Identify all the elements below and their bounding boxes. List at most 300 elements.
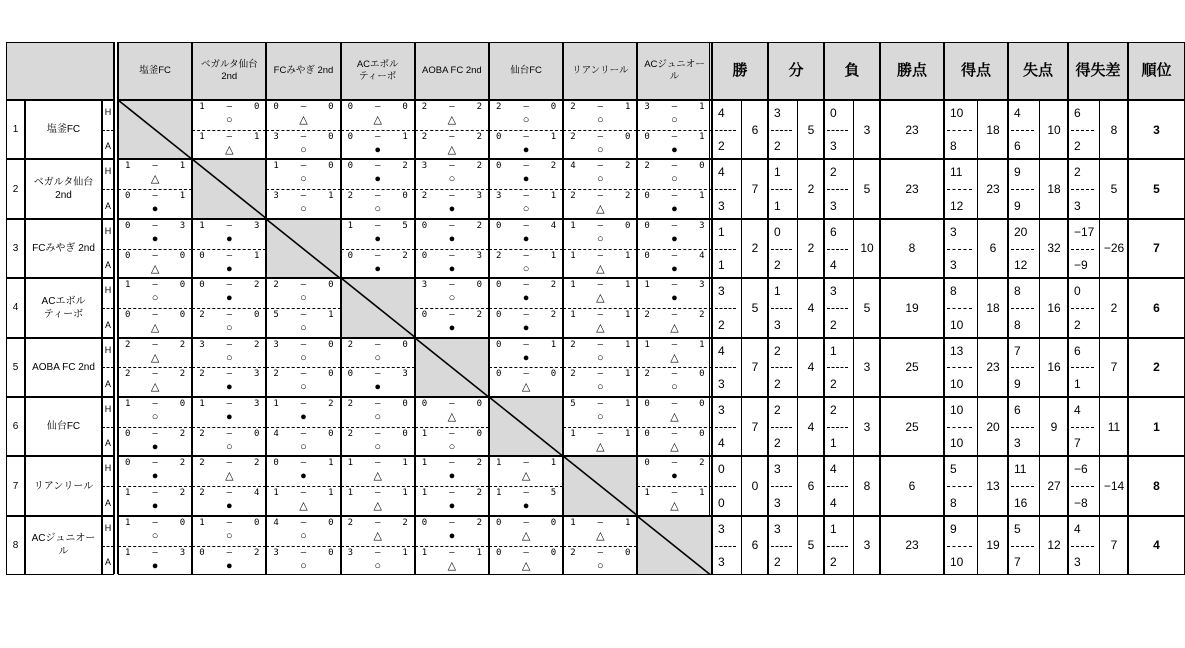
stat-away-value: 3 [1074,555,1081,570]
result-divider [489,189,563,190]
result-divider [192,249,266,250]
stat-total-value: 11 [1107,419,1121,434]
stat-total-value: 13 [986,479,1000,494]
diagonal-cell [637,516,711,575]
match-result-symbol: ○ [300,143,307,156]
match-score: 0 — 1 [125,191,186,202]
result-divider [489,367,563,368]
stat-home-value: 0 [1074,284,1081,299]
match-score: 0 — 3 [421,250,482,261]
result-divider [415,486,489,487]
stat-divider [947,130,972,131]
match-result-symbol: ● [522,500,530,513]
stat-total-value: 7 [751,182,759,197]
diagonal-line [118,100,192,159]
match-result-symbol: ○ [151,292,159,305]
match-result-symbol: △ [225,470,234,483]
match-score: 0 — 0 [347,102,408,112]
stat-home-value: 2 [774,343,781,358]
match-score: 1 — 2 [273,399,334,409]
row-number: 1 [6,100,25,159]
column-header-team: AOBA FC 2nd [415,42,489,100]
stat-home-value: 5 [1014,521,1021,536]
stat-away-value: 2 [830,317,837,332]
stat-home-value: 3 [774,462,781,477]
result-divider [341,130,415,131]
stat-divider [1071,189,1094,190]
ha-label-h: H [104,522,112,533]
stat-home-value: 11 [1014,462,1027,477]
match-result-symbol: ● [522,321,530,334]
result-divider [489,308,563,309]
match-result-symbol: △ [373,500,382,513]
stat-total-value: 18 [986,300,1000,315]
stat-total-value: 5 [1110,182,1118,197]
stat-total-value: 6 [989,241,997,256]
row-number: 4 [6,278,25,337]
match-score: 0 — 2 [644,458,705,469]
match-score: 2 — 3 [199,369,260,380]
match-result-symbol: ○ [448,292,456,305]
stat-home-value: 9 [1014,165,1021,180]
stat-home-value: 5 [950,462,957,477]
match-result-symbol: ● [671,232,678,245]
match-result-symbol: △ [447,559,457,572]
match-score: 1 — 5 [347,220,408,231]
match-result-symbol: ○ [300,440,307,453]
match-result-symbol: △ [447,143,457,156]
stat-total-value: 3 [863,538,871,553]
match-result-symbol: ● [448,262,456,275]
stat-divider [827,249,848,250]
points-value: 19 [905,300,919,315]
match-score: 1 — 0 [421,428,482,439]
stat-away-value: 3 [830,139,837,154]
row-number: 3 [6,219,25,278]
stat-home-value: 2 [774,403,781,417]
match-score: 2 — 0 [347,191,408,202]
match-result-symbol: △ [299,500,308,513]
stat-total-value: 5 [751,300,759,315]
points-value: 25 [905,419,919,434]
result-divider [563,249,637,250]
match-result-symbol: △ [670,321,679,334]
match-score: 3 — 2 [421,161,482,172]
ha-label-h: H [104,463,112,474]
result-divider [118,249,192,250]
row-team-name: 塩釜FC [25,100,102,159]
stat-home-value: 11 [950,165,963,180]
column-header-team: 塩釜FC [118,42,192,100]
stat-total-value: 32 [1047,241,1061,256]
match-result-symbol: ○ [300,351,307,364]
match-result-symbol: ○ [374,440,382,453]
row-team-name: AOBA FC 2nd [25,338,102,397]
result-divider [118,546,192,547]
stat-divider [771,130,792,131]
match-result-symbol: △ [670,440,679,453]
match-score: 0 — 2 [496,280,557,291]
column-header-team: リアンリール [563,42,637,100]
stat-away-value: 10 [950,317,964,332]
stat-total-value: 6 [751,538,759,553]
result-divider [341,427,415,428]
match-result-symbol: △ [373,470,382,483]
result-divider [192,130,266,131]
stat-divider [827,130,848,131]
stat-total-value: 7 [1110,538,1118,553]
points-value: 23 [905,182,919,197]
match-score: 4 — 0 [273,517,334,528]
result-divider [563,308,637,309]
stat-home-value: 6 [1074,106,1081,120]
ha-divider [102,486,114,487]
stat-home-value: 4 [1074,403,1081,417]
diagonal-line [563,456,637,515]
result-divider [489,546,563,547]
stat-home-value: 4 [718,165,725,180]
match-result-symbol: ○ [374,559,382,572]
result-divider [563,427,637,428]
stat-away-value: 1 [830,436,837,451]
stat-divider [1071,486,1094,487]
result-divider [415,189,489,190]
match-score: 2 — 1 [496,250,557,261]
match-result-symbol: △ [521,529,531,542]
stat-home-value: 8 [1014,284,1021,299]
result-divider [341,249,415,250]
stat-total-value: 23 [986,182,1000,197]
match-score: 1 — 1 [347,458,408,469]
column-header-team: ベガルタ仙台 2nd [192,42,266,100]
ha-label-a: A [104,557,111,568]
match-result-symbol: ○ [300,559,307,572]
stat-total-value: 5 [863,300,871,315]
row-team-name: ACジュニオー ル [25,516,102,575]
stat-home-value: 1 [774,165,781,180]
match-score: 1 — 1 [570,428,631,439]
match-score: 2 — 2 [644,309,705,320]
stat-divider [715,249,736,250]
stat-away-value: 2 [774,377,781,391]
match-result-symbol: ● [671,292,678,305]
match-score: 0 — 2 [125,428,186,439]
stat-away-value: 2 [774,258,781,273]
stat-total-value: 2 [751,241,759,256]
stat-home-value: 4 [1014,106,1021,120]
rank-value: 2 [1153,360,1160,375]
match-result-symbol: ● [374,143,382,156]
stat-away-value: 4 [830,495,837,510]
stat-total-value: 3 [863,122,871,137]
match-score: 2 — 2 [199,458,260,469]
match-score: 2 — 0 [570,547,631,558]
match-score: 1 — 1 [125,161,186,172]
match-score: 2 — 2 [125,369,186,380]
diagonal-cell [415,338,489,397]
stat-away-value: 2 [718,139,725,154]
stat-total-value: −14 [1103,479,1125,494]
match-score: 1 — 0 [570,220,631,231]
stat-divider [771,189,792,190]
match-score: 0 — 4 [644,250,705,261]
match-result-symbol: ○ [522,114,530,126]
match-result-symbol: △ [150,351,160,364]
stat-home-value: 10 [950,403,964,417]
points-value: 25 [905,360,919,375]
match-score: 0 — 1 [199,250,260,261]
match-score: 0 — 1 [644,131,705,142]
stat-divider [771,249,792,250]
column-header-team: FCみやぎ 2nd [266,42,340,100]
match-result-symbol: ○ [151,411,159,423]
match-result-symbol: ○ [596,232,604,245]
match-score: 0 — 0 [125,309,186,320]
match-score: 1 — 0 [125,399,186,409]
match-score: 3 — 0 [273,131,334,142]
stat-away-value: 2 [1074,317,1081,332]
diagonal-line [415,338,489,397]
stat-home-value: 4 [718,343,725,358]
result-divider [266,427,340,428]
ha-label-h: H [104,344,112,355]
stat-total-value: 12 [1047,538,1061,553]
stat-total-value: 2 [807,182,815,197]
row-number: 7 [6,456,25,515]
match-result-symbol: ○ [596,143,604,156]
result-divider [637,249,711,250]
stat-home-value: −17 [1074,224,1095,239]
stat-total-value: 10 [1047,122,1061,137]
stat-home-value: 4 [1074,521,1081,536]
match-score: 3 — 0 [273,547,334,558]
stat-away-value: 3 [830,198,837,213]
match-score: 1 — 2 [125,488,186,499]
match-score: 2 — 3 [421,191,482,202]
stat-away-value: 10 [950,555,964,570]
match-result-symbol: △ [596,321,605,334]
match-score: 0 — 2 [347,250,408,261]
stat-home-value: 7 [1014,343,1021,358]
ha-label-a: A [104,141,111,152]
stat-home-value: 3 [830,284,837,299]
stat-home-value: 0 [830,106,837,120]
stat-divider [947,486,972,487]
stat-away-value: 1 [718,258,725,273]
points-value: 23 [905,122,919,137]
row-team-name: 仙台FC [25,397,102,456]
match-result-symbol: ○ [671,173,678,186]
stat-home-value: 3 [774,521,781,536]
match-result-symbol: ○ [300,292,307,305]
stat-total-value: −26 [1103,241,1125,256]
stat-away-value: 1 [1074,377,1081,391]
match-result-symbol: ● [151,500,159,513]
match-result-symbol: △ [596,262,605,275]
match-score: 1 — 0 [125,517,186,528]
match-score: 0 — 3 [125,220,186,231]
match-result-symbol: ● [374,262,382,275]
match-score: 0 — 1 [496,339,557,350]
stat-away-value: 3 [718,555,725,570]
stat-away-value: −9 [1074,258,1088,273]
match-result-symbol: ● [448,470,456,483]
match-result-symbol: ● [225,381,233,394]
match-score: 1 — 0 [199,517,260,528]
stat-divider [715,486,736,487]
match-result-symbol: ● [522,351,530,364]
match-score: 2 — 0 [347,399,408,409]
result-divider [415,130,489,131]
match-score: 0 — 2 [347,161,408,172]
stat-total-value: 16 [1047,300,1061,315]
match-score: 0 — 0 [125,250,186,261]
match-score: 1 — 1 [570,517,631,528]
stat-away-value: 3 [718,377,725,391]
match-result-symbol: △ [596,440,605,453]
rank-value: 4 [1153,538,1160,553]
result-divider [266,367,340,368]
match-score: 1 — 1 [496,458,557,469]
match-score: 0 — 2 [421,309,482,320]
match-score: 3 — 1 [644,102,705,112]
match-result-symbol: ○ [300,381,307,394]
match-score: 3 — 1 [347,547,408,558]
match-score: 2 — 2 [347,517,408,528]
match-result-symbol: ● [300,470,307,483]
match-result-symbol: △ [596,203,605,216]
stat-home-value: 4 [830,462,837,477]
stat-total-value: 20 [986,419,1000,434]
stat-away-value: 4 [830,258,837,273]
column-header-team: 仙台FC [489,42,563,100]
stat-header: 得点 [944,42,1008,100]
stat-home-value: 6 [1074,343,1081,358]
stat-away-value: 12 [1014,258,1028,273]
stat-header: 勝 [712,42,768,100]
match-result-symbol: ● [671,203,678,216]
match-score: 3 — 1 [273,191,334,202]
stat-divider [827,367,848,368]
match-result-symbol: ● [448,529,456,542]
rank-value: 8 [1153,479,1160,494]
stat-divider [715,367,736,368]
result-divider [192,546,266,547]
stat-divider [1071,130,1094,131]
result-divider [118,308,192,309]
match-score: 1 — 3 [199,220,260,231]
match-result-symbol: ● [522,143,530,156]
match-score: 0 — 2 [421,220,482,231]
stat-away-value: 3 [774,495,781,510]
stat-away-value: 2 [718,317,725,332]
row-team-name: ベガルタ仙台 2nd [25,159,102,218]
match-score: 2 — 2 [421,102,482,112]
stat-away-value: 3 [950,258,957,273]
match-result-symbol: ○ [225,114,233,126]
stat-divider [1011,367,1034,368]
diagonal-line [637,516,711,575]
ha-label-h: H [104,225,112,236]
match-score: 2 — 1 [570,339,631,350]
stat-total-value: 3 [863,419,871,434]
result-divider [637,427,711,428]
match-score: 0 — 0 [496,547,557,558]
row-number: 5 [6,338,25,397]
match-result-symbol: ● [671,470,678,483]
diagonal-cell [341,278,415,337]
stat-divider [715,546,736,547]
match-score: 1 — 1 [570,250,631,261]
result-divider [489,130,563,131]
match-result-symbol: ○ [596,351,604,364]
match-result-symbol: ● [374,232,382,245]
match-score: 5 — 1 [273,309,334,320]
result-divider [341,189,415,190]
result-divider [415,546,489,547]
stat-away-value: 3 [774,317,781,332]
stat-divider [1071,308,1094,309]
match-result-symbol: ○ [300,173,307,186]
stat-away-value: 10 [950,377,964,391]
ha-label-h: H [104,166,112,177]
stat-header: 分 [768,42,824,100]
match-result-symbol: △ [225,143,234,156]
match-result-symbol: △ [447,411,457,423]
stat-divider [1071,546,1094,547]
match-result-symbol: ● [522,292,530,305]
stat-total-value: 10 [860,241,874,256]
result-divider [415,427,489,428]
match-score: 1 — 3 [125,547,186,558]
stat-total-value: 5 [807,122,815,137]
stat-home-value: 1 [774,284,781,299]
stat-total-value: 7 [751,419,759,434]
match-score: 3 — 0 [421,280,482,291]
stat-home-value: 8 [950,284,957,299]
match-result-symbol: ● [448,203,456,216]
match-score: 0 — 1 [273,458,334,469]
stat-home-value: 1 [830,521,837,536]
match-result-symbol: ○ [448,173,456,186]
stat-divider [947,367,972,368]
stat-away-value: 8 [950,139,957,154]
result-divider [192,308,266,309]
result-divider [266,486,340,487]
match-result-symbol: ○ [671,114,678,126]
stat-home-value: 3 [950,224,957,239]
ha-label-a: A [104,379,111,389]
stat-divider [715,427,736,428]
stat-away-value: 7 [1014,555,1021,570]
match-score: 2 — 2 [421,131,482,142]
match-result-symbol: ○ [596,114,604,126]
match-result-symbol: △ [521,381,531,394]
stat-home-value: 0 [718,462,725,477]
stat-away-value: −8 [1074,495,1088,510]
match-result-symbol: ● [374,381,382,394]
stat-away-value: 2 [830,555,837,570]
stat-home-value: 2 [1074,165,1081,180]
match-result-symbol: ● [448,232,456,245]
stat-divider [1011,308,1034,309]
match-score: 0 — 3 [644,220,705,231]
match-result-symbol: △ [150,321,160,334]
rank-value: 6 [1153,300,1160,315]
diagonal-line [341,278,415,337]
result-divider [118,189,192,190]
stat-total-value: 4 [807,360,815,375]
